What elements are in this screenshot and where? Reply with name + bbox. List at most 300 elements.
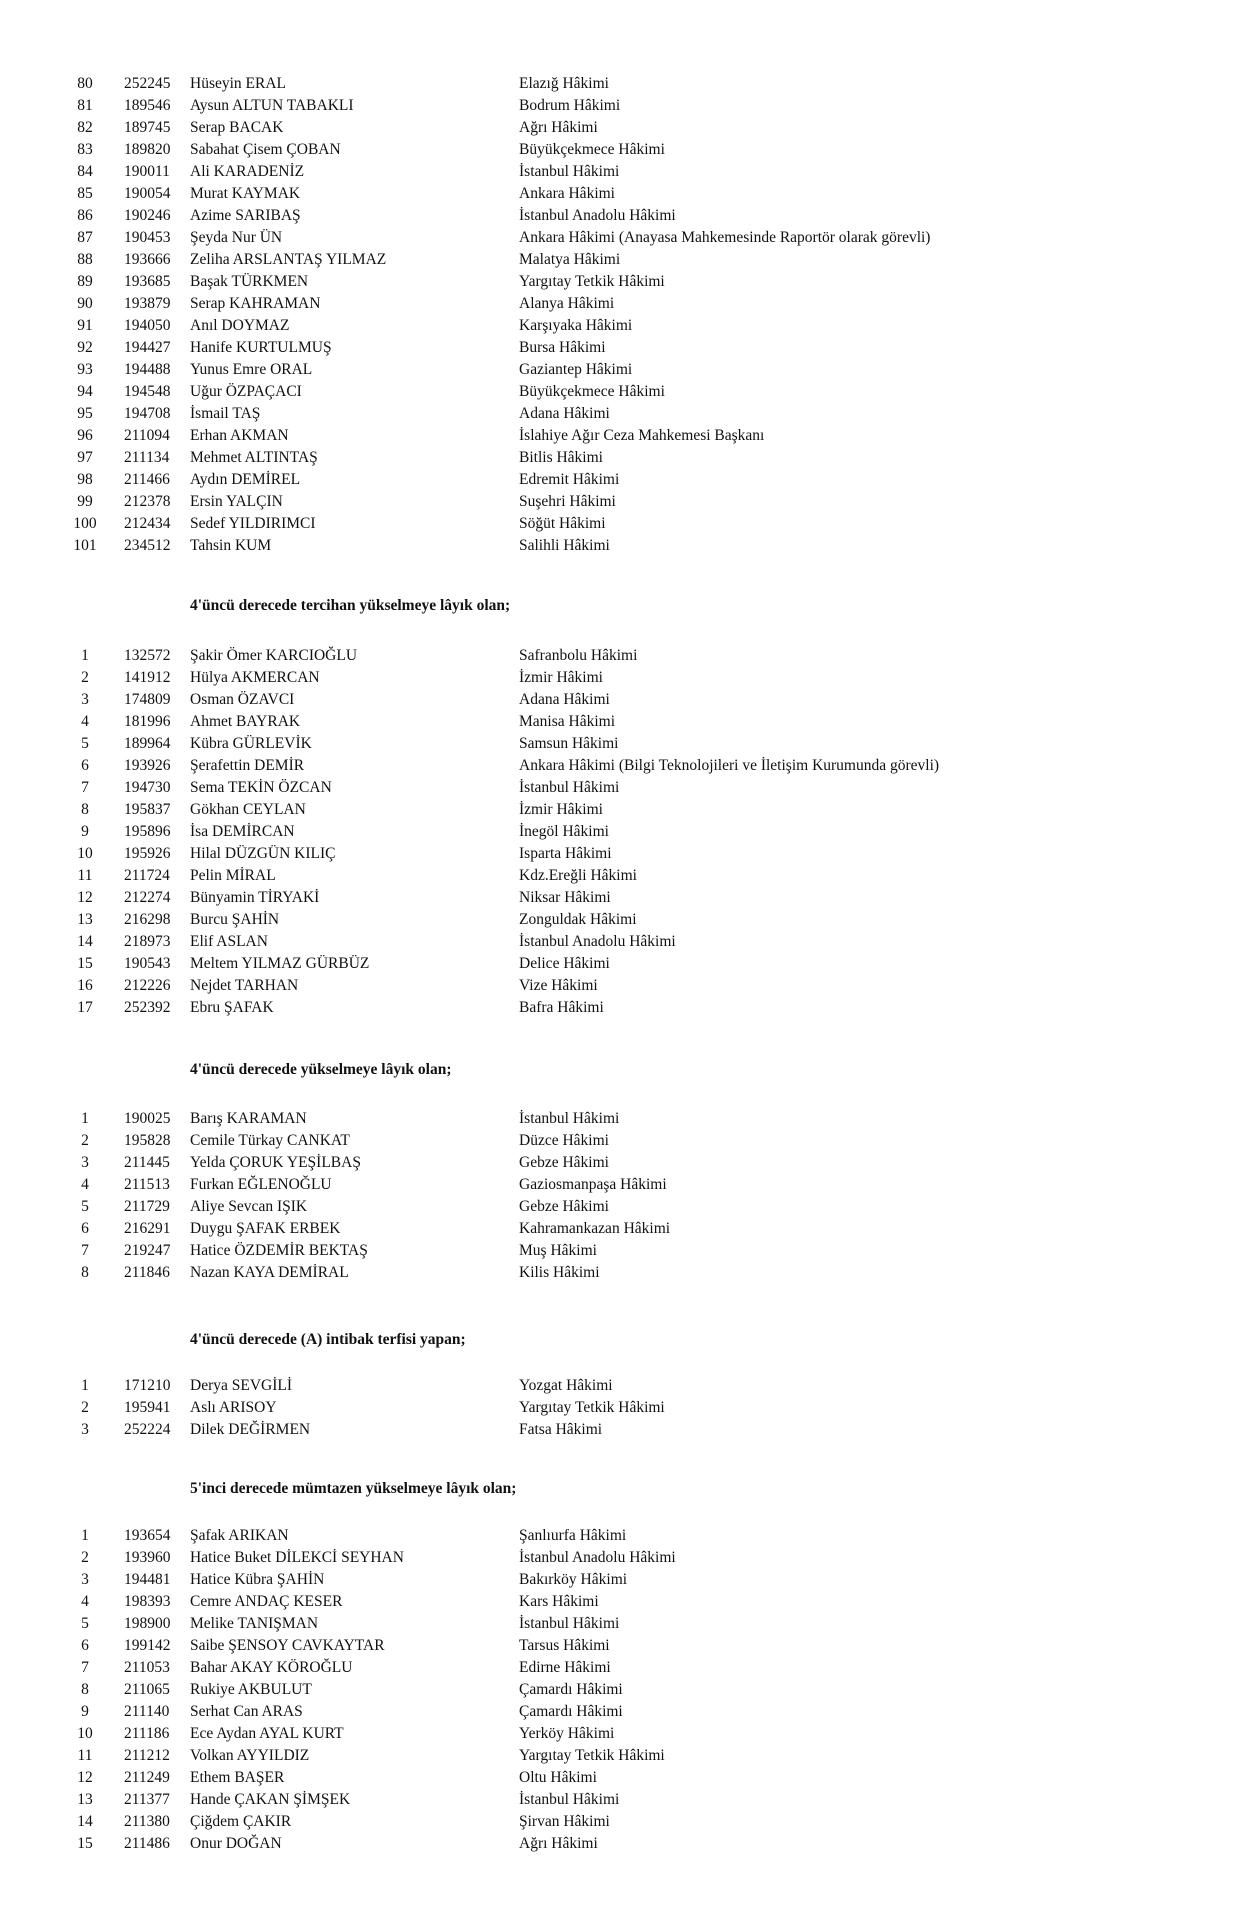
table-row — [0, 381, 1252, 403]
table-row — [0, 1723, 1252, 1745]
sicil-number: 211212 — [124, 1747, 170, 1764]
duty-station: İzmir Hâkimi — [519, 669, 603, 686]
section-heading-3: 4'üncü derecede (A) intibak terfisi yapan; — [190, 1331, 466, 1348]
person-name: Sabahat Çisem ÇOBAN — [190, 141, 341, 158]
sicil-number: 190054 — [124, 185, 171, 202]
sicil-number: 219247 — [124, 1242, 171, 1259]
table-row — [0, 117, 1252, 139]
duty-station: Şanlıurfa Hâkimi — [519, 1527, 627, 1544]
sicil-number: 194481 — [124, 1571, 171, 1588]
sicil-number: 211065 — [124, 1681, 170, 1698]
sicil-number: 195941 — [124, 1399, 171, 1416]
sicil-number: 211186 — [124, 1725, 170, 1742]
duty-station: Oltu Hâkimi — [519, 1769, 597, 1786]
person-name: Murat KAYMAK — [190, 185, 301, 202]
table-row — [0, 975, 1252, 997]
person-name: Ahmet BAYRAK — [190, 713, 301, 730]
sicil-number: 211053 — [124, 1659, 170, 1676]
sicil-number: 189820 — [124, 141, 171, 158]
row-number: 91 — [77, 317, 93, 334]
person-name: İsmail TAŞ — [190, 405, 261, 422]
duty-station: Kdz.Ereğli Hâkimi — [519, 867, 637, 884]
row-number: 2 — [81, 1549, 89, 1566]
table-row — [0, 1240, 1252, 1262]
duty-station: Ankara Hâkimi (Bilgi Teknolojileri ve İletişim Kurumunda görevli) — [519, 757, 940, 774]
person-name: Sema TEKİN ÖZCAN — [190, 779, 332, 796]
sicil-number: 212274 — [124, 889, 171, 906]
person-name: Yelda ÇORUK YEŞİLBAŞ — [190, 1154, 361, 1171]
person-name: Anıl DOYMAZ — [190, 317, 290, 334]
table-row — [0, 1218, 1252, 1240]
person-name: Nejdet TARHAN — [190, 977, 299, 994]
sicil-number: 194427 — [124, 339, 171, 356]
table-row — [0, 1419, 1252, 1441]
row-number: 14 — [77, 933, 93, 950]
sicil-number: 195896 — [124, 823, 171, 840]
person-name: Çiğdem ÇAKIR — [190, 1813, 292, 1830]
duty-station: Şirvan Hâkimi — [519, 1813, 610, 1830]
duty-station: Ankara Hâkimi — [519, 185, 615, 202]
duty-station: Yargıtay Tetkik Hâkimi — [519, 273, 665, 290]
duty-station: İzmir Hâkimi — [519, 801, 603, 818]
person-name: Saibe ŞENSOY CAVKAYTAR — [190, 1637, 385, 1654]
person-name: Şeyda Nur ÜN — [190, 229, 283, 246]
row-number: 86 — [77, 207, 93, 224]
row-number: 98 — [77, 471, 93, 488]
row-number: 10 — [77, 845, 93, 862]
table-row — [0, 1745, 1252, 1767]
table-row — [0, 1591, 1252, 1613]
row-number: 8 — [81, 801, 89, 818]
sicil-number: 211846 — [124, 1264, 170, 1281]
sicil-number: 190543 — [124, 955, 171, 972]
table-row — [0, 1108, 1252, 1130]
duty-station: İstanbul Hâkimi — [519, 1615, 620, 1632]
sicil-number: 199142 — [124, 1637, 171, 1654]
duty-station: Bafra Hâkimi — [519, 999, 604, 1016]
person-name: Şafak ARIKAN — [190, 1527, 289, 1544]
person-name: Kübra GÜRLEVİK — [190, 735, 312, 752]
person-name: Ethem BAŞER — [190, 1769, 285, 1786]
duty-station: Söğüt Hâkimi — [519, 515, 606, 532]
duty-station: Yozgat Hâkimi — [519, 1377, 613, 1394]
person-name: Pelin MİRAL — [190, 867, 276, 884]
person-name: Hilal DÜZGÜN KILIÇ — [190, 845, 336, 862]
table-row — [0, 821, 1252, 843]
duty-station: Ankara Hâkimi (Anayasa Mahkemesinde Raportör olarak görevli) — [519, 229, 931, 246]
duty-station: İstanbul Anadolu Hâkimi — [519, 207, 676, 224]
table-row — [0, 271, 1252, 293]
sicil-number: 252245 — [124, 75, 171, 92]
table-row — [0, 183, 1252, 205]
sicil-number: 211513 — [124, 1176, 170, 1193]
duty-station: Çamardı Hâkimi — [519, 1703, 623, 1720]
table-row — [0, 1174, 1252, 1196]
table-row — [0, 1375, 1252, 1397]
sicil-number: 211249 — [124, 1769, 170, 1786]
row-number: 1 — [81, 1527, 89, 1544]
row-number: 11 — [77, 1747, 93, 1764]
person-name: Elif ASLAN — [190, 933, 268, 950]
sicil-number: 211729 — [124, 1198, 170, 1215]
person-name: Zeliha ARSLANTAŞ YILMAZ — [190, 251, 387, 268]
table-row — [0, 1196, 1252, 1218]
sicil-number: 190011 — [124, 163, 170, 180]
table-row — [0, 447, 1252, 469]
person-name: Aliye Sevcan IŞIK — [190, 1198, 308, 1215]
duty-station: İstanbul Hâkimi — [519, 163, 620, 180]
person-name: Ali KARADENİZ — [190, 163, 305, 180]
person-name: Şakir Ömer KARCIOĞLU — [190, 647, 358, 664]
row-number: 8 — [81, 1264, 89, 1281]
duty-station: Yerköy Hâkimi — [519, 1725, 615, 1742]
row-number: 81 — [77, 97, 93, 114]
person-name: Hatice Buket DİLEKCİ SEYHAN — [190, 1549, 404, 1566]
row-number: 95 — [77, 405, 93, 422]
table-row — [0, 689, 1252, 711]
duty-station: Zonguldak Hâkimi — [519, 911, 637, 928]
table-row — [0, 953, 1252, 975]
row-number: 11 — [77, 867, 93, 884]
row-number: 7 — [81, 779, 89, 796]
person-name: Hanife KURTULMUŞ — [190, 339, 332, 356]
person-name: Başak TÜRKMEN — [190, 273, 309, 290]
row-number: 6 — [81, 1637, 89, 1654]
section-heading-2: 4'üncü derecede yükselmeye lâyık olan; — [190, 1061, 452, 1078]
row-number: 3 — [81, 691, 89, 708]
sicil-number: 193926 — [124, 757, 171, 774]
sicil-number: 193960 — [124, 1549, 171, 1566]
person-name: Şerafettin DEMİR — [190, 757, 305, 774]
list-section-1 — [0, 645, 1252, 1019]
table-row — [0, 711, 1252, 733]
person-name: Aydın DEMİREL — [190, 471, 301, 488]
duty-station: İstanbul Anadolu Hâkimi — [519, 1549, 676, 1566]
duty-station: Ağrı Hâkimi — [519, 1835, 598, 1852]
person-name: Burcu ŞAHİN — [190, 911, 280, 928]
duty-station: Delice Hâkimi — [519, 955, 610, 972]
person-name: Tahsin KUM — [190, 537, 272, 554]
row-number: 3 — [81, 1154, 89, 1171]
person-name: Onur DOĞAN — [190, 1835, 282, 1852]
person-name: Rukiye AKBULUT — [190, 1681, 312, 1698]
person-name: Melike TANIŞMAN — [190, 1615, 319, 1632]
person-name: Dilek DEĞİRMEN — [190, 1421, 311, 1438]
row-number: 96 — [77, 427, 93, 444]
row-number: 1 — [81, 647, 89, 664]
table-row — [0, 1701, 1252, 1723]
duty-station: Isparta Hâkimi — [519, 845, 612, 862]
sicil-number: 195837 — [124, 801, 171, 818]
sicil-number: 194548 — [124, 383, 171, 400]
person-name: Serap BACAK — [190, 119, 284, 136]
row-number: 3 — [81, 1421, 89, 1438]
sicil-number: 189964 — [124, 735, 171, 752]
table-row — [0, 535, 1252, 557]
person-name: Serap KAHRAMAN — [190, 295, 321, 312]
section-heading-1: 4'üncü derecede tercihan yükselmeye lâyık olan; — [190, 597, 511, 614]
duty-station: İnegöl Hâkimi — [519, 823, 609, 840]
duty-station: Gaziantep Hâkimi — [519, 361, 633, 378]
table-row — [0, 315, 1252, 337]
sicil-number: 252392 — [124, 999, 171, 1016]
sicil-number: 198393 — [124, 1593, 171, 1610]
sicil-number: 195926 — [124, 845, 171, 862]
row-number: 83 — [77, 141, 93, 158]
duty-station: Yargıtay Tetkik Hâkimi — [519, 1399, 665, 1416]
table-row — [0, 403, 1252, 425]
row-number: 89 — [77, 273, 93, 290]
person-name: Mehmet ALTINTAŞ — [190, 449, 318, 466]
table-row — [0, 909, 1252, 931]
sicil-number: 211724 — [124, 867, 170, 884]
duty-station: Niksar Hâkimi — [519, 889, 611, 906]
sicil-number: 132572 — [124, 647, 171, 664]
table-row — [0, 843, 1252, 865]
person-name: Ebru ŞAFAK — [190, 999, 274, 1016]
table-row — [0, 469, 1252, 491]
sicil-number: 171210 — [124, 1377, 171, 1394]
sicil-number: 194730 — [124, 779, 171, 796]
duty-station: Bursa Hâkimi — [519, 339, 606, 356]
table-row — [0, 1613, 1252, 1635]
duty-station: İstanbul Hâkimi — [519, 1791, 620, 1808]
person-name: Bünyamin TİRYAKİ — [190, 889, 320, 906]
duty-station: Adana Hâkimi — [519, 691, 610, 708]
row-number: 5 — [81, 735, 89, 752]
row-number: 101 — [73, 537, 97, 554]
person-name: Osman ÖZAVCI — [190, 691, 295, 708]
table-row — [0, 491, 1252, 513]
person-name: Hande ÇAKAN ŞİMŞEK — [190, 1791, 351, 1808]
row-number: 15 — [77, 955, 93, 972]
duty-station: Elazığ Hâkimi — [519, 75, 609, 92]
person-name: Erhan AKMAN — [190, 427, 289, 444]
row-number: 99 — [77, 493, 93, 510]
table-row — [0, 865, 1252, 887]
duty-station: Tarsus Hâkimi — [519, 1637, 610, 1654]
table-row — [0, 1833, 1252, 1855]
row-number: 5 — [81, 1198, 89, 1215]
row-number: 14 — [77, 1813, 93, 1830]
duty-station: Suşehri Hâkimi — [519, 493, 616, 510]
row-number: 80 — [77, 75, 93, 92]
row-number: 100 — [73, 515, 97, 532]
sicil-number: 193666 — [124, 251, 171, 268]
table-row — [0, 777, 1252, 799]
table-row — [0, 1635, 1252, 1657]
person-name: Hüseyin ERAL — [190, 75, 287, 92]
sicil-number: 189546 — [124, 97, 171, 114]
duty-station: Muş Hâkimi — [519, 1242, 597, 1259]
sicil-number: 193879 — [124, 295, 171, 312]
row-number: 3 — [81, 1571, 89, 1588]
duty-station: İslahiye Ağır Ceza Mahkemesi Başkanı — [519, 427, 765, 444]
person-name: Cemile Türkay CANKAT — [190, 1132, 350, 1149]
sicil-number: 218973 — [124, 933, 171, 950]
table-row — [0, 161, 1252, 183]
table-row — [0, 1789, 1252, 1811]
section-heading-4: 5'inci derecede mümtazen yükselmeye lâyık olan; — [190, 1480, 517, 1497]
duty-station: Alanya Hâkimi — [519, 295, 615, 312]
row-number: 9 — [81, 1703, 89, 1720]
row-number: 8 — [81, 1681, 89, 1698]
duty-station: Safranbolu Hâkimi — [519, 647, 638, 664]
row-number: 88 — [77, 251, 93, 268]
row-number: 17 — [77, 999, 93, 1016]
table-row — [0, 359, 1252, 381]
row-number: 84 — [77, 163, 93, 180]
table-row — [0, 733, 1252, 755]
sicil-number: 193654 — [124, 1527, 171, 1544]
row-number: 10 — [77, 1725, 93, 1742]
person-name: Hülya AKMERCAN — [190, 669, 320, 686]
person-name: Serhat Can ARAS — [190, 1703, 303, 1720]
duty-station: İstanbul Hâkimi — [519, 779, 620, 796]
person-name: Duygu ŞAFAK ERBEK — [190, 1220, 341, 1237]
duty-station: Bitlis Hâkimi — [519, 449, 603, 466]
table-row — [0, 513, 1252, 535]
sicil-number: 211380 — [124, 1813, 170, 1830]
sicil-number: 194708 — [124, 405, 171, 422]
sicil-number: 211377 — [124, 1791, 170, 1808]
duty-station: Gebze Hâkimi — [519, 1154, 609, 1171]
sicil-number: 252224 — [124, 1421, 171, 1438]
table-row — [0, 337, 1252, 359]
table-row — [0, 73, 1252, 95]
person-name: Hatice ÖZDEMİR BEKTAŞ — [190, 1242, 368, 1259]
table-row — [0, 1525, 1252, 1547]
person-name: Barış KARAMAN — [190, 1110, 307, 1127]
person-name: Aysun ALTUN TABAKLI — [190, 97, 354, 114]
sicil-number: 190246 — [124, 207, 171, 224]
person-name: Volkan AYYILDIZ — [190, 1747, 310, 1764]
row-number: 6 — [81, 757, 89, 774]
duty-station: İstanbul Anadolu Hâkimi — [519, 933, 676, 950]
sicil-number: 190025 — [124, 1110, 171, 1127]
duty-station: Kahramankazan Hâkimi — [519, 1220, 671, 1237]
sicil-number: 211140 — [124, 1703, 170, 1720]
duty-station: Karşıyaka Hâkimi — [519, 317, 633, 334]
duty-station: Büyükçekmece Hâkimi — [519, 383, 665, 400]
sicil-number: 212434 — [124, 515, 171, 532]
sicil-number: 211134 — [124, 449, 170, 466]
duty-station: Fatsa Hâkimi — [519, 1421, 603, 1438]
row-number: 7 — [81, 1659, 89, 1676]
sicil-number: 198900 — [124, 1615, 171, 1632]
row-number: 4 — [81, 1593, 89, 1610]
person-name: İsa DEMİRCAN — [190, 823, 295, 840]
row-number: 13 — [77, 911, 93, 928]
sicil-number: 174809 — [124, 691, 171, 708]
person-name: Yunus Emre ORAL — [190, 361, 313, 378]
duty-station: Kars Hâkimi — [519, 1593, 599, 1610]
table-row — [0, 1811, 1252, 1833]
person-name: Aslı ARISOY — [190, 1399, 277, 1416]
list-continuation — [0, 73, 1252, 557]
duty-station: Ağrı Hâkimi — [519, 119, 598, 136]
row-number: 2 — [81, 1132, 89, 1149]
duty-station: Düzce Hâkimi — [519, 1132, 609, 1149]
duty-station: Manisa Hâkimi — [519, 713, 615, 730]
person-name: Ersin YALÇIN — [190, 493, 283, 510]
person-name: Furkan EĞLENOĞLU — [190, 1176, 332, 1193]
row-number: 97 — [77, 449, 93, 466]
person-name: Ece Aydan AYAL KURT — [190, 1725, 344, 1742]
row-number: 1 — [81, 1377, 89, 1394]
duty-station: Büyükçekmece Hâkimi — [519, 141, 665, 158]
row-number: 9 — [81, 823, 89, 840]
row-number: 87 — [77, 229, 93, 246]
sicil-number: 211445 — [124, 1154, 170, 1171]
sicil-number: 190453 — [124, 229, 171, 246]
row-number: 2 — [81, 1399, 89, 1416]
table-row — [0, 1397, 1252, 1419]
row-number: 93 — [77, 361, 93, 378]
table-row — [0, 293, 1252, 315]
table-row — [0, 799, 1252, 821]
duty-station: Kilis Hâkimi — [519, 1264, 600, 1281]
person-name: Hatice Kübra ŞAHİN — [190, 1571, 325, 1588]
duty-station: Salihli Hâkimi — [519, 537, 610, 554]
sicil-number: 141912 — [124, 669, 171, 686]
duty-station: Yargıtay Tetkik Hâkimi — [519, 1747, 665, 1764]
table-row — [0, 645, 1252, 667]
duty-station: Gebze Hâkimi — [519, 1198, 609, 1215]
sicil-number: 194050 — [124, 317, 171, 334]
row-number: 2 — [81, 669, 89, 686]
sicil-number: 216291 — [124, 1220, 171, 1237]
person-name: Cemre ANDAÇ KESER — [190, 1593, 343, 1610]
table-row — [0, 425, 1252, 447]
duty-station: Bakırköy Hâkimi — [519, 1571, 628, 1588]
table-row — [0, 1130, 1252, 1152]
duty-station: Gaziosmanpaşa Hâkimi — [519, 1176, 667, 1193]
row-number: 15 — [77, 1835, 93, 1852]
table-row — [0, 1679, 1252, 1701]
duty-station: Edirne Hâkimi — [519, 1659, 611, 1676]
table-row — [0, 1152, 1252, 1174]
duty-station: Edremit Hâkimi — [519, 471, 620, 488]
duty-station: Adana Hâkimi — [519, 405, 610, 422]
row-number: 82 — [77, 119, 93, 136]
row-number: 5 — [81, 1615, 89, 1632]
sicil-number: 189745 — [124, 119, 171, 136]
list-section-3 — [0, 1375, 1252, 1441]
sicil-number: 211486 — [124, 1835, 170, 1852]
list-section-2 — [0, 1108, 1252, 1284]
table-row — [0, 931, 1252, 953]
row-number: 1 — [81, 1110, 89, 1127]
row-number: 4 — [81, 713, 89, 730]
person-name: Uğur ÖZPAÇACI — [190, 383, 302, 400]
duty-station: İstanbul Hâkimi — [519, 1110, 620, 1127]
table-row — [0, 95, 1252, 117]
sicil-number: 193685 — [124, 273, 171, 290]
table-row — [0, 1767, 1252, 1789]
table-row — [0, 1657, 1252, 1679]
table-row — [0, 667, 1252, 689]
sicil-number: 212226 — [124, 977, 171, 994]
duty-station: Çamardı Hâkimi — [519, 1681, 623, 1698]
row-number: 12 — [77, 1769, 93, 1786]
row-number: 92 — [77, 339, 93, 356]
sicil-number: 181996 — [124, 713, 171, 730]
table-row — [0, 227, 1252, 249]
list-section-4 — [0, 1525, 1252, 1855]
duty-station: Samsun Hâkimi — [519, 735, 619, 752]
person-name: Derya SEVGİLİ — [190, 1377, 293, 1394]
